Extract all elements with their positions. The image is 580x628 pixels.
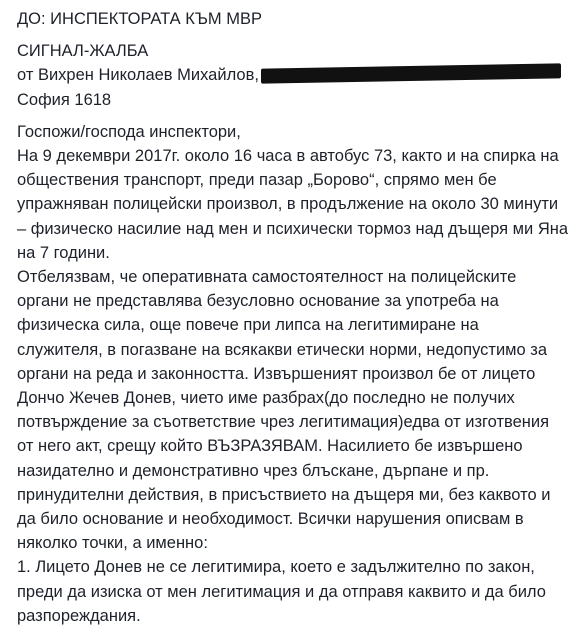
spacer <box>17 112 580 120</box>
body-line: принудителни действия, в присъствието на дъщеря ми, без каквото и <box>17 485 551 504</box>
body-line: На 9 декември 2017г. около 16 часа в автобус 73, както и на спирка на <box>17 147 559 166</box>
body-line: назидателно и демонстративно чрез блъскане, дърпане и пр. <box>17 461 490 480</box>
addressee-line: ДО: ИНСПЕКТОРАТА КЪМ МВР <box>17 10 263 28</box>
redacted-address <box>261 64 561 84</box>
body-line: органи на реда и законността. Извършеният произвол бе от лицето <box>17 364 536 383</box>
body-line: от него акт, срещу който ВЪЗРАЗЯВАМ. Насилието бе извършено <box>17 437 523 456</box>
body-line: няколко точки, а именно: <box>17 534 208 553</box>
body-line: Отбелязвам, че оперативната самостоятелност на полицейските <box>17 268 517 287</box>
sender-line <box>17 63 580 87</box>
salutation: Госпожи/господа инспектори, <box>17 122 241 141</box>
body-line: упражняван полицейски произвол, в продължение на около 30 минути <box>17 195 559 214</box>
body-line: на 7 години. <box>17 243 110 262</box>
body-line: служителя, в погазване на всякакви етически норми, недопустимо за <box>17 340 548 359</box>
subject-line: СИГНАЛ-ЖАЛБА <box>17 42 149 61</box>
city-line: София 1618 <box>17 90 112 109</box>
sender-name: от Вихрен Николаев Михайлов, <box>17 66 259 85</box>
body-line: физическа сила, още повече при липса на легитимиране на <box>17 316 479 335</box>
body-line: обществения транспорт, преди пазар „Борово“, спрямо мен бе <box>17 171 497 190</box>
body-line: преди да изиска от мен легитимация и да отправя каквито и да било <box>17 582 546 601</box>
body-line: органи не представлява безусловно основание за употреба на <box>17 292 499 311</box>
spacer <box>17 31 580 39</box>
body-line: 1. Лицето Донев не се легитимира, което е задължително по закон, <box>17 558 535 577</box>
body-line: – физическо насилие над мен и психически тормоз над дъщеря ми Яна <box>17 219 569 238</box>
body-line: разпореждания. <box>17 606 141 625</box>
body-line: да било основание и необходимост. Всички нарушения описвам в <box>17 510 524 529</box>
body-line: потвърждение за съответствие чрез легитимация)едва от изготвения <box>17 413 550 432</box>
body-line: Дончо Жечев Донев, чието име разбрах(до последно не получих <box>17 389 515 408</box>
letter-body <box>17 144 580 628</box>
